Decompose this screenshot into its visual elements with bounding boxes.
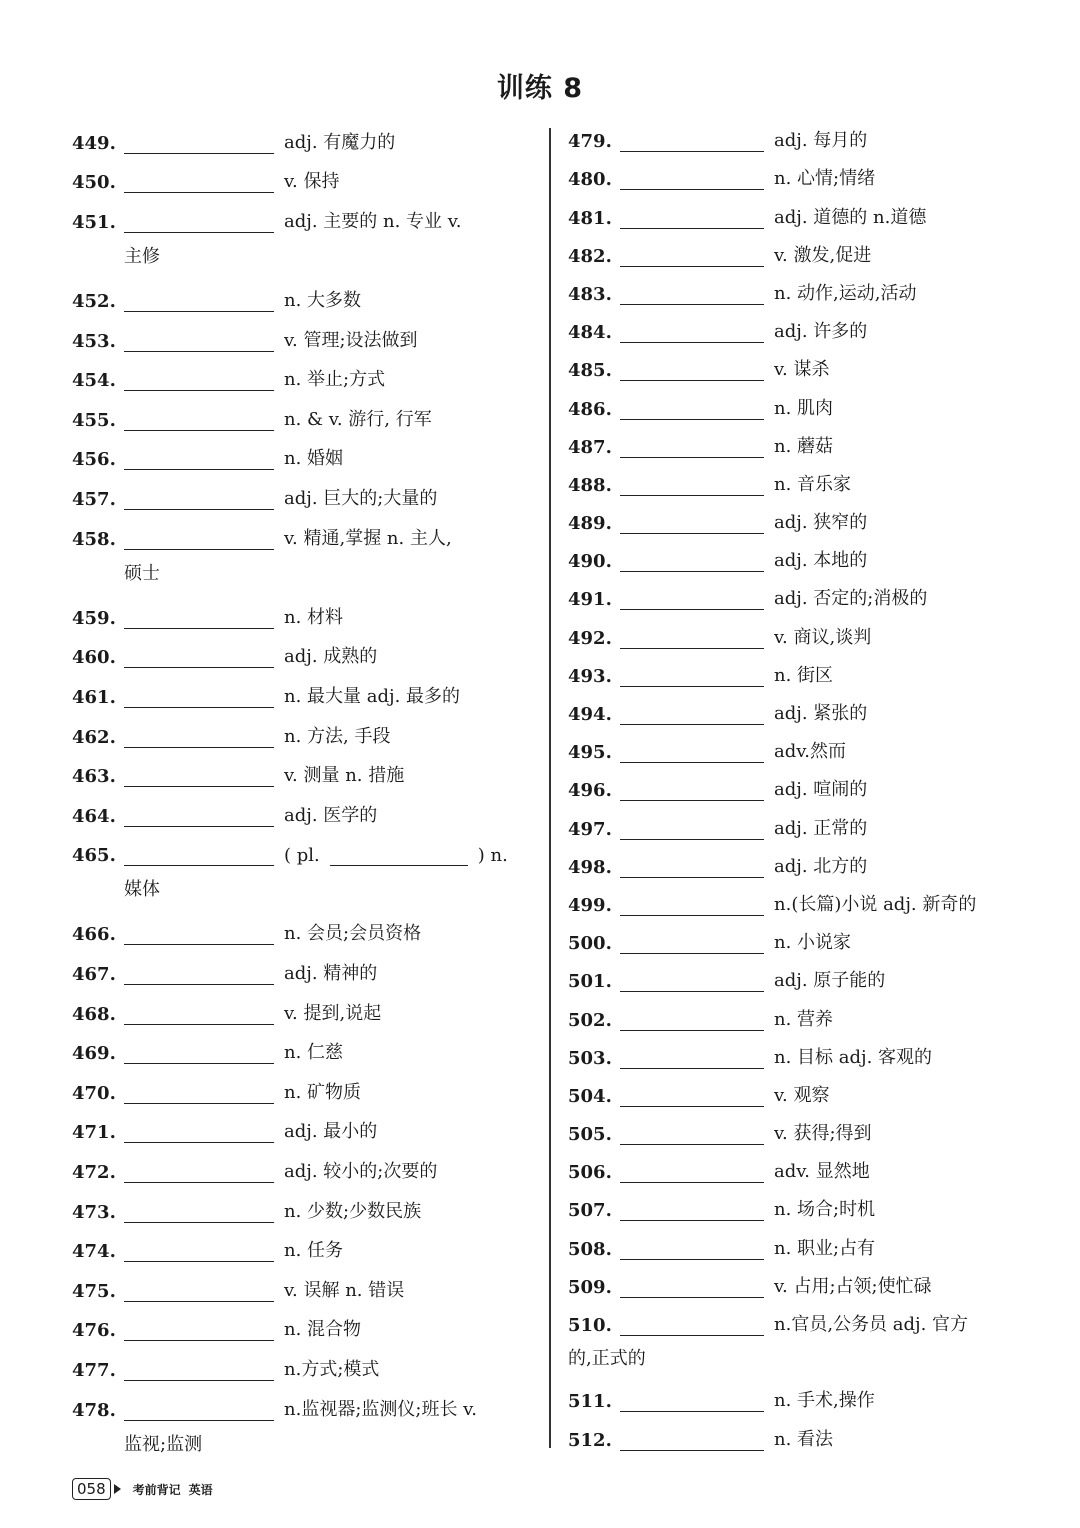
vocab-entry	[72, 1223, 534, 1263]
answer-blank[interactable]	[124, 1398, 274, 1421]
answer-blank[interactable]	[620, 1008, 764, 1031]
left-column	[72, 114, 534, 1460]
vocab-entry	[72, 1104, 534, 1144]
entry-definition: n. 任务	[284, 1240, 344, 1262]
answer-blank[interactable]	[620, 129, 764, 152]
vocab-entry	[568, 725, 1014, 763]
entry-definition: n. 职业;占有	[774, 1237, 876, 1259]
entry-number: 461.	[72, 686, 116, 708]
entry-definition: n. 心情;情绪	[774, 168, 876, 190]
answer-blank[interactable]	[124, 170, 274, 193]
answer-blank[interactable]	[124, 1041, 274, 1064]
entry-definition: v. 获得;得到	[774, 1123, 872, 1145]
entry-definition: adj. 狭窄的	[774, 512, 868, 534]
entry-definition: v. 谋杀	[774, 359, 830, 381]
definition-continuation: 媒体	[124, 879, 160, 901]
vocab-entry	[568, 1107, 1014, 1145]
vocab-entry	[568, 458, 1014, 496]
entry-definition: n. 音乐家	[774, 473, 852, 495]
answer-blank[interactable]	[620, 855, 764, 878]
entry-number: 508.	[568, 1238, 612, 1260]
answer-blank[interactable]	[620, 1122, 764, 1145]
answer-blank[interactable]	[124, 645, 274, 668]
answer-blank[interactable]	[124, 289, 274, 312]
entry-definition: adj. 喧闹的	[774, 779, 868, 801]
answer-blank[interactable]	[620, 1084, 764, 1107]
answer-blank[interactable]	[124, 922, 274, 945]
answer-blank[interactable]	[124, 408, 274, 431]
answer-blank[interactable]	[124, 764, 274, 787]
vocab-entry	[568, 114, 1014, 152]
entry-number: 462.	[72, 726, 116, 748]
entry-definition: adj. 道德的 n.道德	[774, 206, 927, 228]
entry-number: 498.	[568, 856, 612, 878]
vocab-entry	[568, 267, 1014, 305]
entry-number: 510.	[568, 1315, 612, 1336]
entry-definition: adj. 原子能的	[774, 970, 886, 992]
entry-number: 495.	[568, 742, 612, 764]
entry-definition: adv. 显然地	[774, 1161, 870, 1183]
answer-blank[interactable]	[124, 447, 274, 470]
answer-blank[interactable]	[124, 1160, 274, 1183]
vocab-entry	[72, 787, 534, 827]
entry-number: 451.	[72, 211, 116, 233]
entry-definition: n. 营养	[774, 1008, 834, 1030]
vocab-entry	[568, 496, 1014, 534]
answer-blank[interactable]	[620, 244, 764, 267]
entry-number: 487.	[568, 436, 612, 458]
arrow-right-icon	[114, 1484, 121, 1494]
answer-blank[interactable]	[620, 1160, 764, 1183]
entry-number: 459.	[72, 607, 116, 629]
entry-number: 460.	[72, 647, 116, 669]
entry-definition: n. 手术,操作	[774, 1390, 875, 1412]
answer-blank[interactable]	[124, 1318, 274, 1341]
vocab-entry	[568, 420, 1014, 458]
answer-blank[interactable]	[124, 1120, 274, 1143]
column-divider	[549, 128, 551, 1448]
entry-definition: n.(长篇)小说 adj. 新奇的	[774, 893, 977, 915]
answer-blank[interactable]	[620, 320, 764, 343]
entry-number: 493.	[568, 665, 612, 687]
entry-number: 449.	[72, 132, 116, 154]
vocab-entry	[568, 954, 1014, 992]
answer-blank[interactable]	[124, 725, 274, 748]
entry-number: 511.	[568, 1391, 612, 1413]
answer-blank[interactable]	[124, 1200, 274, 1223]
entry-definition: adj. 巨大的;大量的	[284, 487, 438, 509]
entry-number: 509.	[568, 1276, 612, 1298]
answer-blank[interactable]	[124, 606, 274, 629]
entry-definition: n. 小说家	[774, 932, 852, 954]
answer-blank[interactable]	[620, 397, 764, 420]
answer-blank[interactable]	[124, 487, 274, 510]
entry-number: 478.	[72, 1399, 116, 1421]
entry-definition: adv.然而	[774, 741, 847, 763]
vocab-entry	[72, 391, 534, 431]
entry-definition: n. 会员;会员资格	[284, 923, 422, 945]
entry-number: 472.	[72, 1162, 116, 1184]
vocab-entry	[72, 193, 534, 272]
entry-definition: n. 大多数	[284, 289, 362, 311]
entry-definition: n. 仁慈	[284, 1042, 344, 1064]
answer-blank[interactable]	[620, 282, 764, 305]
entry-definition: v. 占用;占领;使忙碌	[774, 1275, 932, 1297]
vocab-entry	[568, 763, 1014, 801]
definition-continuation: 监视;监测	[124, 1433, 203, 1455]
entry-number: 452.	[72, 290, 116, 312]
entry-definition: n. 混合物	[284, 1319, 362, 1341]
vocab-entry	[568, 1183, 1014, 1221]
right-column	[568, 114, 1014, 1451]
entry-definition: n. & v. 游行, 行军	[284, 408, 432, 430]
vocab-entry	[72, 352, 534, 392]
entry-number: 480.	[568, 169, 612, 191]
entry-definition: n. 少数;少数民族	[284, 1200, 422, 1222]
vocab-entry	[568, 840, 1014, 878]
answer-blank[interactable]	[620, 435, 764, 458]
entry-definition: n. 最大量 adj. 最多的	[284, 685, 461, 707]
answer-blank[interactable]	[620, 358, 764, 381]
entry-definition: n. 看法	[774, 1428, 834, 1450]
answer-blank[interactable]	[124, 131, 274, 154]
entry-definition: n. 矿物质	[284, 1081, 362, 1103]
answer-blank[interactable]	[620, 893, 764, 916]
entry-definition: n. 肌肉	[774, 397, 834, 419]
vocab-entry	[72, 154, 534, 194]
answer-blank[interactable]	[124, 368, 274, 391]
entry-number: 471.	[72, 1122, 116, 1144]
entry-definition: adj. 每月的	[774, 130, 868, 152]
answer-blank[interactable]	[124, 1081, 274, 1104]
vocab-entry	[72, 431, 534, 471]
answer-blank[interactable]	[620, 1275, 764, 1298]
entry-number: 482.	[568, 245, 612, 267]
entry-number: 465.	[72, 845, 116, 867]
answer-blank[interactable]	[620, 778, 764, 801]
answer-blank[interactable]	[620, 1428, 764, 1451]
vocab-entry	[72, 668, 534, 708]
entry-number: 501.	[568, 971, 612, 993]
vocab-entry	[72, 748, 534, 788]
definition-continuation: 主修	[124, 245, 160, 267]
vocab-entry	[568, 992, 1014, 1030]
answer-blank[interactable]	[620, 167, 764, 190]
entry-number: 470.	[72, 1082, 116, 1104]
vocab-entry	[72, 1262, 534, 1302]
answer-blank[interactable]	[124, 1279, 274, 1302]
vocab-entry	[568, 1069, 1014, 1107]
entry-definition: adj. 紧张的	[774, 703, 868, 724]
vocab-entry	[72, 312, 534, 352]
entry-number: 469.	[72, 1043, 116, 1065]
vocab-entry	[72, 1381, 534, 1460]
entry-definition: v. 管理;设法做到	[284, 329, 418, 351]
entry-number: 486.	[568, 398, 612, 420]
vocab-entry	[72, 1341, 534, 1381]
entry-number: 505.	[568, 1124, 612, 1146]
vocab-entry	[72, 1064, 534, 1104]
vocab-entry	[72, 945, 534, 985]
answer-blank[interactable]	[620, 664, 764, 687]
vocab-entry	[72, 114, 534, 154]
entry-number: 455.	[72, 409, 116, 431]
entry-definition: n.监视器;监测仪;班长 v.	[284, 1398, 477, 1420]
entry-definition: n. 婚姻	[284, 448, 344, 470]
vocab-entry	[568, 687, 1014, 725]
entry-number: 466.	[72, 924, 116, 946]
page-title: 训练 8	[496, 73, 584, 104]
entry-definition: n.官员,公务员 adj. 官方	[774, 1314, 969, 1335]
answer-blank[interactable]	[620, 740, 764, 763]
vocab-entry	[72, 1025, 534, 1065]
entry-definition: n. 场合;时机	[774, 1199, 876, 1221]
vocab-entry	[568, 1412, 1014, 1450]
answer-blank[interactable]	[124, 1358, 274, 1381]
entry-number: 450.	[72, 172, 116, 194]
vocab-entry	[72, 272, 534, 312]
entry-number: 468.	[72, 1003, 116, 1025]
answer-blank[interactable]	[620, 511, 764, 534]
vocab-entry	[72, 510, 534, 589]
entry-number: 490.	[568, 551, 612, 573]
entry-number: 485.	[568, 360, 612, 382]
definition-prefix: ( pl.	[284, 845, 320, 867]
vocab-entry	[568, 649, 1014, 687]
definition-suffix: ) n.	[477, 845, 508, 867]
answer-blank[interactable]	[124, 804, 274, 827]
entry-number: 492.	[568, 627, 612, 649]
entry-number: 483.	[568, 283, 612, 305]
plural-answer-blank[interactable]	[330, 843, 468, 866]
answer-blank[interactable]	[620, 1046, 764, 1069]
entry-number: 479.	[568, 131, 612, 153]
entry-definition: adj. 医学的	[284, 804, 378, 826]
answer-blank[interactable]	[124, 1239, 274, 1262]
answer-blank[interactable]	[124, 685, 274, 708]
entry-definition: v. 精通,掌握 n. 主人,	[284, 527, 452, 549]
vocab-entry	[568, 572, 1014, 610]
entry-number: 507.	[568, 1200, 612, 1222]
answer-blank[interactable]	[620, 587, 764, 610]
answer-blank[interactable]	[124, 843, 274, 866]
entry-number: 506.	[568, 1162, 612, 1184]
entry-definition: n. 蘑菇	[774, 435, 834, 457]
entry-number: 504.	[568, 1085, 612, 1107]
entry-number: 500.	[568, 933, 612, 955]
entry-definition: n.方式;模式	[284, 1359, 380, 1380]
vocab-entry	[568, 1298, 1014, 1374]
answer-blank[interactable]	[620, 817, 764, 840]
entry-number: 473.	[72, 1201, 116, 1223]
entry-definition: adj. 精神的	[284, 963, 378, 985]
vocab-entry	[568, 1260, 1014, 1298]
entry-number: 464.	[72, 805, 116, 827]
entry-definition: n. 举止;方式	[284, 369, 386, 391]
vocab-entry	[72, 589, 534, 629]
book-title: 考前背记	[132, 1482, 181, 1497]
subject-label: 英语	[188, 1482, 213, 1497]
vocab-entry	[568, 534, 1014, 572]
entry-number: 512.	[568, 1429, 612, 1451]
vocab-entry	[568, 305, 1014, 343]
vocab-entry	[72, 985, 534, 1025]
answer-blank[interactable]	[124, 210, 274, 233]
entry-number: 497.	[568, 818, 612, 840]
entry-definition: v. 激发,促进	[774, 244, 872, 266]
entry-definition: v. 提到,说起	[284, 1002, 382, 1024]
vocab-entry	[568, 381, 1014, 419]
answer-blank[interactable]	[620, 549, 764, 572]
entry-number: 476.	[72, 1320, 116, 1342]
answer-blank[interactable]	[124, 962, 274, 985]
entry-number: 496.	[568, 780, 612, 802]
answer-blank[interactable]	[620, 206, 764, 229]
entry-number: 467.	[72, 964, 116, 986]
entry-number: 453.	[72, 330, 116, 352]
entry-definition: adj. 成熟的	[284, 646, 378, 668]
entry-number: 499.	[568, 894, 612, 916]
entry-number: 463.	[72, 766, 116, 788]
entry-number: 454.	[72, 370, 116, 392]
vocab-entry	[568, 229, 1014, 267]
entry-definition: adj. 主要的 n. 专业 v.	[284, 210, 462, 232]
vocab-entry	[568, 152, 1014, 190]
entry-definition: adj. 最小的	[284, 1121, 378, 1143]
entry-number: 474.	[72, 1241, 116, 1263]
vocab-entry	[568, 1145, 1014, 1183]
answer-blank[interactable]	[620, 1198, 764, 1221]
entry-number: 475.	[72, 1280, 116, 1302]
answer-blank[interactable]	[124, 329, 274, 352]
entry-definition: adj. 北方的	[774, 855, 868, 877]
answer-blank[interactable]	[620, 969, 764, 992]
entry-definition: adj. 许多的	[774, 321, 868, 343]
entry-definition: n. 动作,运动,活动	[774, 282, 917, 304]
answer-blank[interactable]	[620, 1237, 764, 1260]
vocab-entry	[72, 708, 534, 748]
vocab-entry	[72, 1183, 534, 1223]
entry-number: 484.	[568, 322, 612, 344]
vocab-entry	[568, 610, 1014, 648]
vocab-entry	[568, 190, 1014, 228]
vocab-entry	[72, 1302, 534, 1342]
answer-blank[interactable]	[620, 473, 764, 496]
entry-number: 489.	[568, 513, 612, 535]
vocab-entry	[568, 878, 1014, 916]
page-footer	[72, 1478, 213, 1500]
entry-number: 491.	[568, 589, 612, 611]
entry-number: 494.	[568, 704, 612, 725]
entry-definition: n. 目标 adj. 客观的	[774, 1046, 933, 1068]
definition-continuation: 硕士	[124, 562, 160, 584]
vocab-entry	[568, 1031, 1014, 1069]
answer-blank[interactable]	[620, 1389, 764, 1412]
answer-blank[interactable]	[124, 1002, 274, 1025]
page-number: 058	[72, 1478, 111, 1500]
answer-blank[interactable]	[620, 626, 764, 649]
entry-definition: v. 观察	[774, 1084, 830, 1106]
answer-blank[interactable]	[124, 527, 274, 550]
entry-number: 458.	[72, 528, 116, 550]
vocab-entry	[568, 801, 1014, 839]
entry-definition: adj. 有魔力的	[284, 131, 396, 153]
vocab-entry	[72, 906, 534, 946]
entry-definition: adj. 本地的	[774, 550, 868, 572]
entry-definition: v. 误解 n. 错误	[284, 1279, 405, 1301]
entry-number: 481.	[568, 207, 612, 229]
vocab-entry	[568, 1374, 1014, 1412]
vocab-entry	[568, 343, 1014, 381]
entry-definition: n. 方法, 手段	[284, 725, 391, 747]
entry-number: 502.	[568, 1009, 612, 1031]
entry-number: 477.	[72, 1360, 116, 1381]
entry-definition: adj. 较小的;次要的	[284, 1161, 438, 1183]
answer-blank[interactable]	[620, 931, 764, 954]
entry-number: 456.	[72, 449, 116, 471]
answer-blank[interactable]	[620, 1313, 764, 1336]
entry-definition: n. 材料	[284, 606, 344, 628]
entry-definition: v. 保持	[284, 171, 340, 193]
entry-definition: v. 测量 n. 措施	[284, 765, 405, 787]
vocab-entry	[72, 629, 534, 669]
entry-number: 488.	[568, 474, 612, 496]
definition-continuation: 的,正式的	[568, 1348, 646, 1369]
vocab-entry	[72, 1143, 534, 1183]
entry-definition: adj. 否定的;消极的	[774, 588, 928, 610]
vocab-entry	[568, 1221, 1014, 1259]
entry-number: 503.	[568, 1047, 612, 1069]
answer-blank[interactable]	[620, 702, 764, 725]
entry-definition: n. 街区	[774, 664, 834, 686]
vocab-entry	[72, 470, 534, 510]
entry-definition: adj. 正常的	[774, 817, 868, 839]
vocab-entry	[568, 916, 1014, 954]
vocab-entry	[72, 827, 534, 906]
entry-number: 457.	[72, 488, 116, 510]
entry-definition: v. 商议,谈判	[774, 626, 872, 648]
